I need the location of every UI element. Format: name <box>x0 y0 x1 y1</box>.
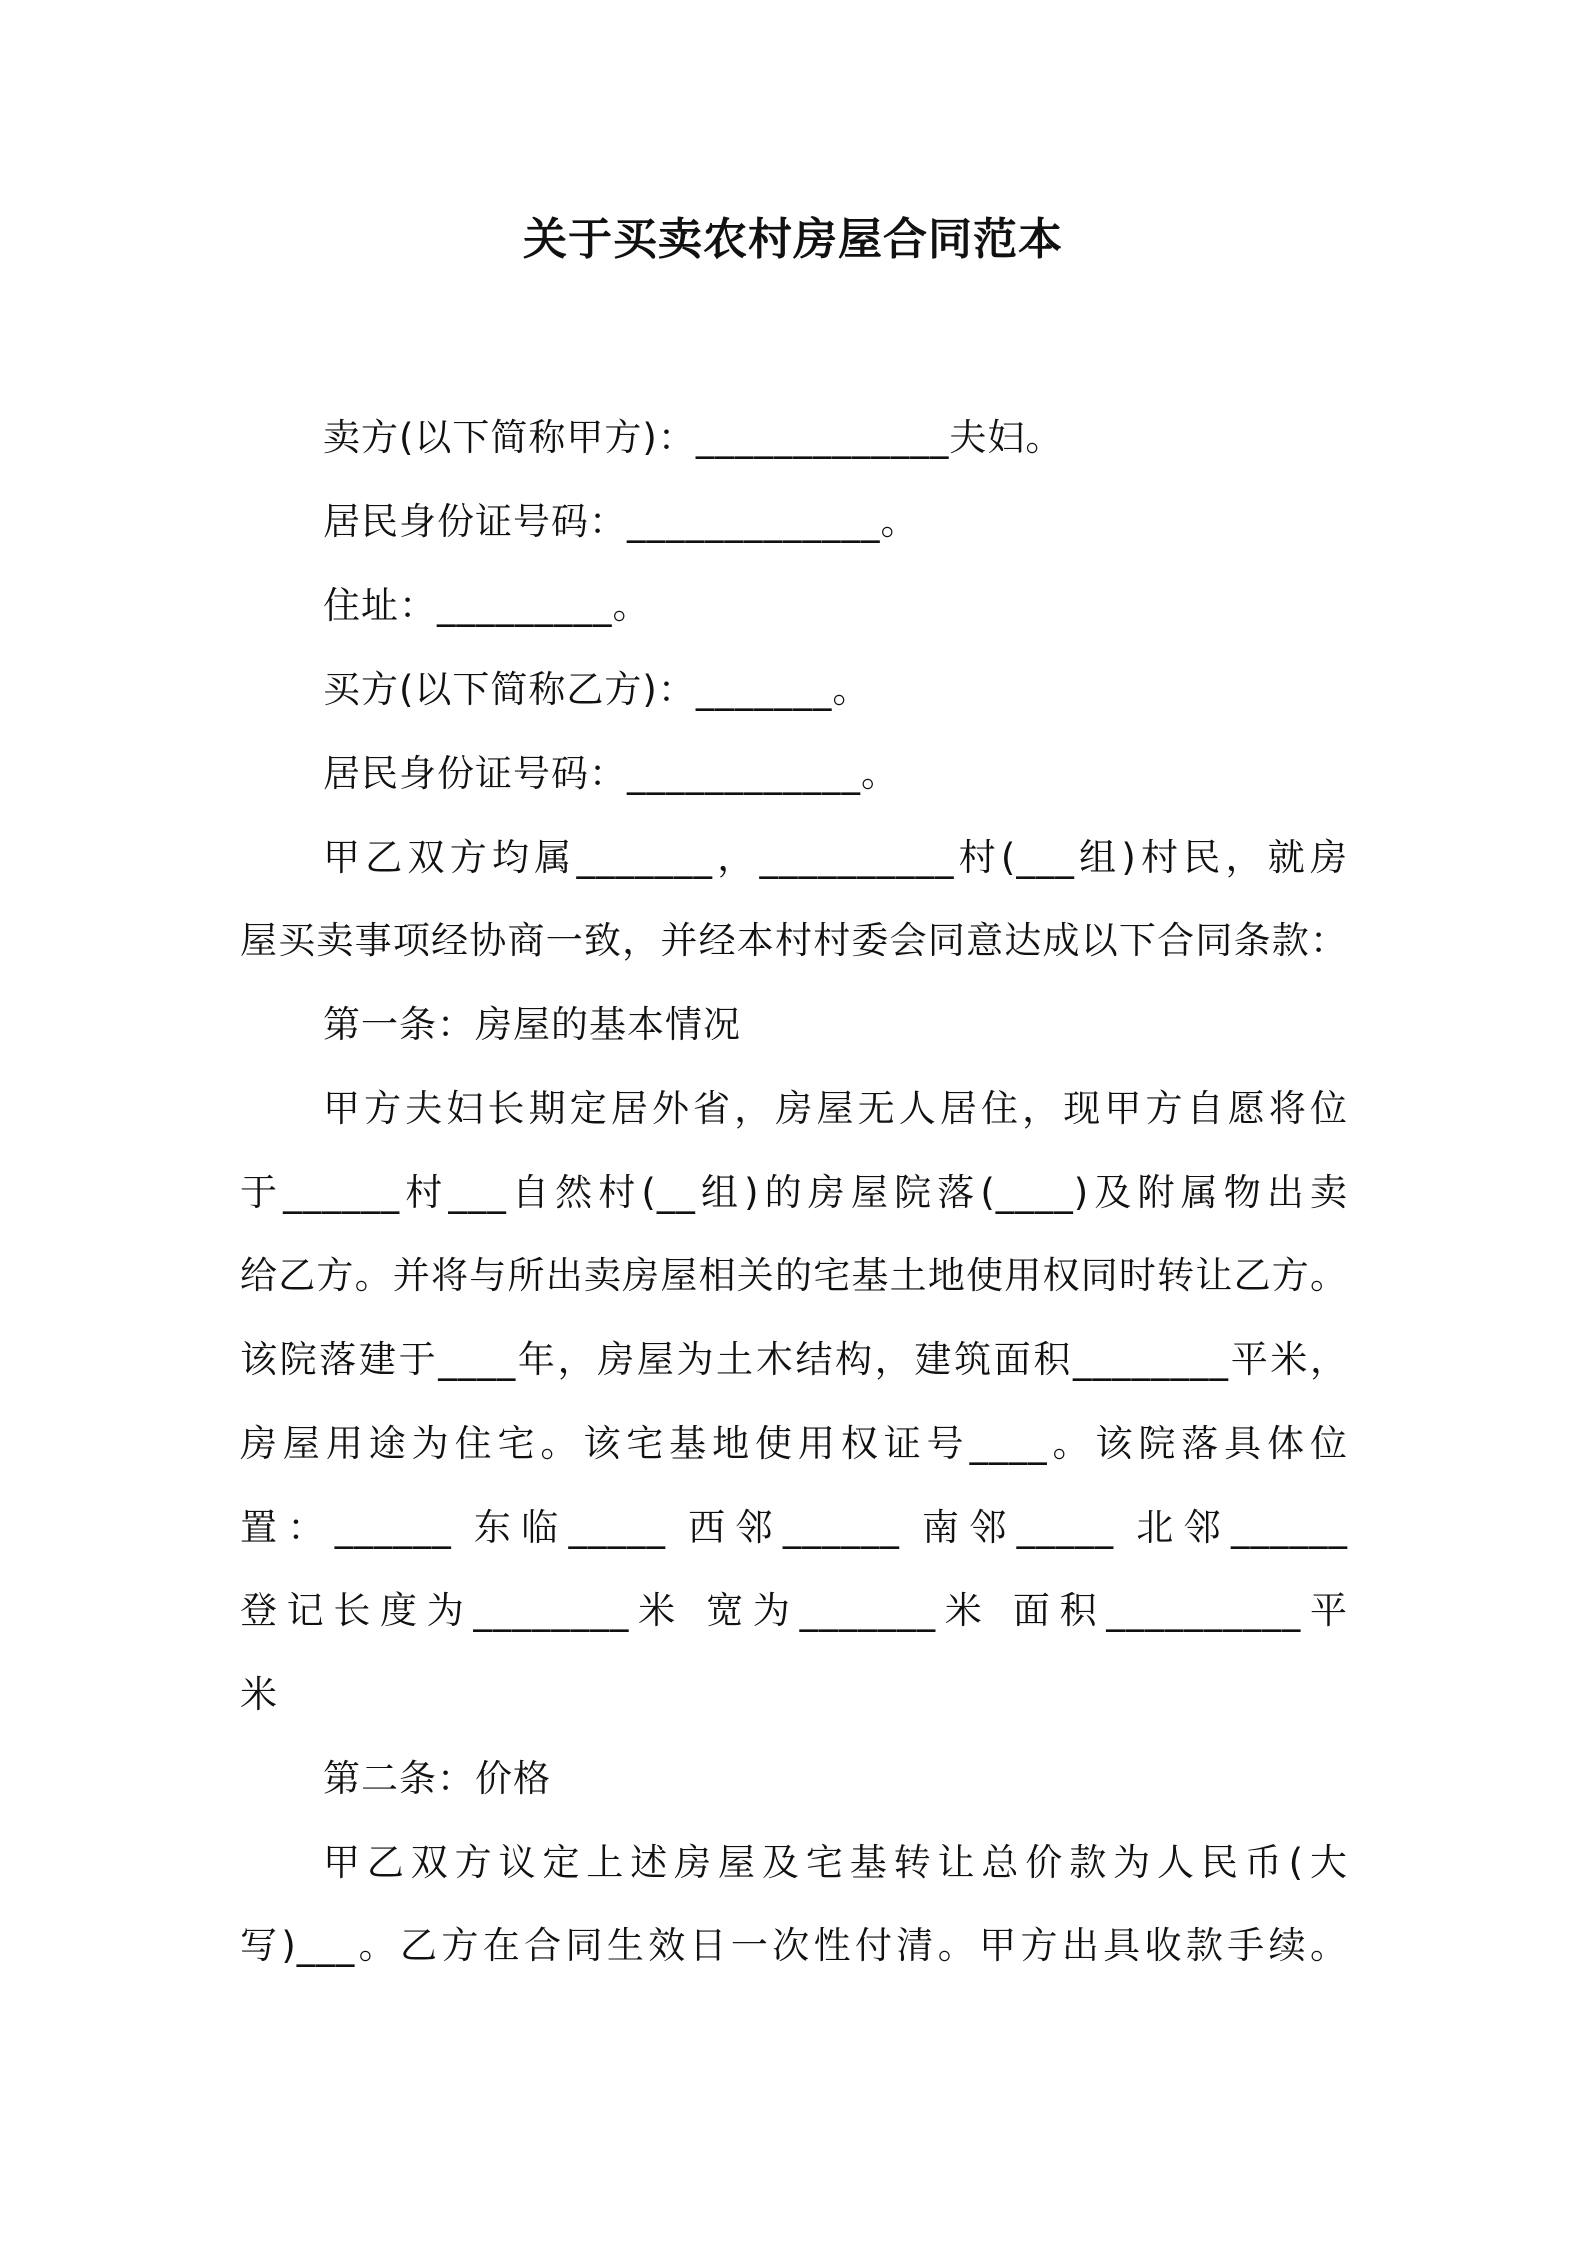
article-one-heading: 第一条：房屋的基本情况 <box>323 1003 741 1046</box>
buyer-id-line: 居民身份证号码：____________。 <box>323 752 899 795</box>
intro-paragraph-line: 甲乙双方均属_______，__________村(___组)村民，就房 <box>323 836 1348 879</box>
article-one-line: 于______村___自然村(__组)的房屋院落(____)及附属物出卖 <box>240 1171 1348 1214</box>
article-two-heading: 第二条：价格 <box>323 1757 551 1800</box>
seller-id-line: 居民身份证号码：_____________。 <box>323 500 919 543</box>
article-one-line: 该院落建于____年，房屋为土木结构，建筑面积________平米， <box>240 1338 1348 1381</box>
article-one-line: 米 <box>240 1673 278 1716</box>
seller-line: 卖方(以下简称甲方)：_____________夫妇。 <box>323 416 1064 459</box>
article-two-line: 写)___。乙方在合同生效日一次性付清。甲方出具收款手续。 <box>240 1924 1348 1967</box>
article-one-line: 甲方夫妇长期定居外省，房屋无人居住，现甲方自愿将位 <box>323 1087 1348 1130</box>
article-one-line: 登记长度为________米 宽为_______米 面积__________平 <box>240 1589 1348 1632</box>
article-one-line: 给乙方。并将与所出卖房屋相关的宅基土地使用权同时转让乙方。 <box>240 1254 1348 1297</box>
article-one-line: 置：______ 东临_____ 西邻______ 南邻_____ 北邻______ <box>240 1506 1348 1549</box>
seller-address-line: 住址：_________。 <box>323 584 651 627</box>
intro-paragraph-line: 屋买卖事项经协商一致，并经本村村委会同意达成以下合同条款： <box>240 919 1348 962</box>
document-title: 关于买卖农村房屋合同范本 <box>523 214 1063 265</box>
article-one-line: 房屋用途为住宅。该宅基地使用权证号____。该院落具体位 <box>240 1422 1348 1465</box>
article-two-line: 甲乙双方议定上述房屋及宅基转让总价款为人民币(大 <box>323 1841 1348 1884</box>
buyer-line: 买方(以下简称乙方)：_______。 <box>323 668 871 711</box>
